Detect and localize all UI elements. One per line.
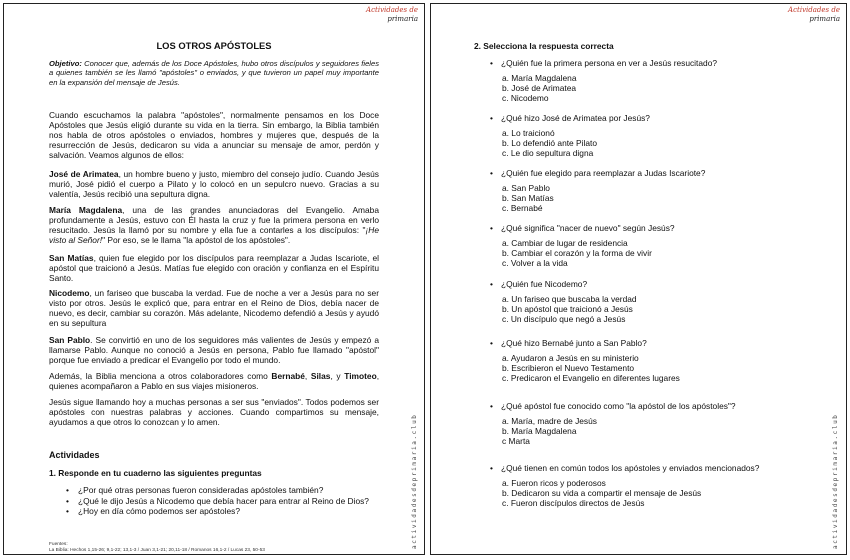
answer-options: [501, 416, 831, 446]
answer-options: [501, 478, 831, 508]
quiz-question: [501, 58, 831, 103]
sources-footer: [49, 542, 379, 554]
activity-1-list: [66, 485, 406, 517]
quiz-question: [501, 463, 831, 508]
name-nicodemo: Nicodemo: [49, 288, 90, 298]
answer-option[interactable]: b. Escribieron el Nuevo Testamento: [502, 363, 635, 373]
answer-options: [501, 183, 831, 213]
answer-option[interactable]: c. Volver a la vida: [502, 258, 568, 268]
answer-option[interactable]: b. Lo defendió ante Pilato: [502, 138, 597, 148]
paragraph-jose: José de Arimatea, un hombre bueno y justo, miembro del consejo judío. Cuando Jesús murió, José pidió el cuerpo a Pilato y lo colocó en un sepulcro nuevo. Gracias a su valentía, Jesús recibió una sepultura digna.: [49, 169, 379, 199]
question-text: • ¿Qué hizo José de Arimatea por Jesús?: [501, 113, 831, 123]
answer-option[interactable]: c. Nicodemo: [502, 93, 549, 103]
answer-options: [501, 238, 831, 268]
page-title: LOS OTROS APÓSTOLES: [156, 40, 272, 51]
paragraph-nicodemo: Nicodemo, un fariseo que buscaba la verdad. Fue de noche a ver a Jesús para no ser visto por otros. Jesús le explicó que, para entrar en el Reino de Dios, debía nacer de nuevo, es decir, cambiar su corazón. Más adelante, Nicodemo defendió a Jesús y ayudó en su sepultura: [49, 288, 379, 328]
answer-option[interactable]: a. Un fariseo que buscaba la verdad: [502, 294, 637, 304]
name-jose: José de Arimatea: [49, 169, 119, 179]
intro-paragraph: Cuando escuchamos la palabra "apóstoles", normalmente pensamos en los Doce Apóstoles que Jesús eligió durante su vida en la tierra. Sin embargo, la Biblia también nos habla de otros apóstoles o enviados, hombres y mujeres que, después de la resurrección de Jesús, dedicaron su vida a anunciar su mensaje de amor, perdón y salvación. Veamos algunos de ellos:: [49, 110, 379, 160]
site-watermark: actividadesdeprimaria.club: [411, 413, 418, 549]
quiz-question: [501, 168, 831, 213]
question-text: • ¿Quién fue Nicodemo?: [501, 279, 831, 289]
paragraph-maria: María Magdalena, una de las grandes anunciadoras del Evangelio. Amaba profundamente a Jesús, estuvo con Él hasta la cruz y fue la primera persona en verlo resucitado. Jesús la llamó por su nombre y ella fue a contarles a los discípulos: "¡He visto al Señor!" Por eso, se le llama "la apóstol de los apóstoles".: [49, 205, 379, 245]
quiz-question: [501, 401, 831, 446]
answer-option[interactable]: a. Ayudaron a Jesús en su ministerio: [502, 353, 639, 363]
activity-1-question: • ¿Hoy en día cómo podemos ser apóstoles?: [66, 506, 406, 517]
paragraph-collaborators: Además, la Biblia menciona a otros colaboradores como Bernabé, Silas, y Timoteo, quienes acompañaron a Pablo en sus viajes misioneros.: [49, 371, 380, 391]
answer-option[interactable]: b. Dedicaron su vida a compartir el mensaje de Jesús: [502, 488, 702, 498]
question-text: • ¿Quién fue la primera persona en ver a Jesús resucitado?: [501, 58, 831, 68]
sources-label: Fuentes:: [49, 542, 68, 547]
answer-option[interactable]: a. Cambiar de lugar de residencia: [502, 238, 628, 248]
answer-option[interactable]: b. San Matías: [502, 193, 554, 203]
name-maria: María Magdalena: [49, 205, 123, 215]
answer-option[interactable]: a. María, madre de Jesús: [502, 416, 597, 426]
question-text: • ¿Qué apóstol fue conocido como "la apóstol de los apóstoles"?: [501, 401, 831, 411]
answer-option[interactable]: b. Un apóstol que traicionó a Jesús: [502, 304, 633, 314]
answer-option[interactable]: a. Fueron ricos y poderosos: [502, 478, 606, 488]
quiz-question: [501, 338, 831, 383]
question-text: • ¿Qué significa "nacer de nuevo" según Jesús?: [501, 223, 831, 233]
answer-option[interactable]: c. Le dio sepultura digna: [502, 148, 594, 158]
answer-options: [501, 128, 831, 158]
activity-1-question: • ¿Por qué otras personas fueron consideradas apóstoles también?: [66, 485, 406, 496]
sources-text: La Biblia: Hechos 1,15-26; 9,1-22; 13,1-3 / Juan 3,1-21; 20,11-18 / Romanos 16,1-2 / Lucas 23, 50-53: [49, 548, 265, 553]
name-pablo: San Pablo: [49, 335, 91, 345]
site-watermark: actividadesdeprimaria.club: [832, 413, 839, 549]
question-text: • ¿Qué tienen en común todos los apóstoles y enviados mencionados?: [501, 463, 831, 473]
brand-logo: Actividades de primaria: [788, 6, 840, 23]
objective-label: Objetivo:: [49, 59, 82, 68]
activity-1-question: • ¿Qué le dijo Jesús a Nicodemo que debía hacer para entrar al Reino de Dios?: [66, 496, 406, 507]
answer-option[interactable]: c. Bernabé: [502, 203, 543, 213]
brand-logo: Actividades de primaria: [366, 6, 418, 23]
answer-option[interactable]: b. María Magdalena: [502, 426, 577, 436]
quiz-question: [501, 279, 831, 324]
answer-option[interactable]: c. Fueron discípulos directos de Jesús: [502, 498, 645, 508]
worksheet-page-1: [3, 3, 425, 555]
answer-option[interactable]: c. Predicaron el Evangelio en diferentes lugares: [502, 373, 680, 383]
question-text: • ¿Quién fue elegido para reemplazar a Judas Iscariote?: [501, 168, 831, 178]
answer-option[interactable]: c Marta: [502, 436, 530, 446]
name-matias: San Matías: [49, 253, 94, 263]
answer-option[interactable]: b. Cambiar el corazón y la forma de vivir: [502, 248, 652, 258]
answer-option[interactable]: b. José de Arimatea: [502, 83, 577, 93]
objective-text: Objetivo: Conocer que, además de los Doce Apóstoles, hubo otros discípulos y seguidores fieles a quienes también se les llamó "apóstoles" o enviados, y que tuvieron un papel muy importante en la expansión del mensaje de Jesús.: [49, 59, 379, 87]
answer-option[interactable]: c. Un discípulo que negó a Jesús: [502, 314, 626, 324]
worksheet-page-2: [430, 3, 847, 555]
activity-2-heading: 2. Selecciona la respuesta correcta: [474, 41, 614, 51]
paragraph-pablo: San Pablo. Se convirtió en uno de los seguidores más valientes de Jesús y empezó a llamarse Pablo. Aunque no conoció a Jesús en persona, Pablo fue llamado "apóstol" porque fue enviado a predicar el Evangelio por todo el mundo.: [49, 335, 379, 365]
paragraph-closing: Jesús sigue llamando hoy a muchas personas a ser sus "enviados". Todos podemos ser apóstoles con nuestras palabras y acciones. Cuando compartimos su mensaje, ayudamos a que otros lo conozcan y lo amen.: [49, 397, 379, 427]
answer-option[interactable]: a. San Pablo: [502, 183, 550, 193]
quiz-question: [501, 223, 831, 268]
activities-heading: Actividades: [49, 450, 100, 460]
answer-option[interactable]: a. Lo traicionó: [502, 128, 555, 138]
answer-options: [501, 294, 831, 324]
maria-quote: ¡He visto al Señor!: [49, 225, 379, 245]
activity-1-heading: 1. Responde en tu cuaderno las siguientes preguntas: [49, 468, 262, 478]
quiz-question: [501, 113, 831, 158]
answer-options: [501, 73, 831, 103]
paragraph-matias: San Matías, quien fue elegido por los discípulos para reemplazar a Judas Iscariote, el apóstol que traicionó a Jesús. Matías fue elegido con oración y confianza en el Espíritu Santo.: [49, 253, 379, 283]
answer-options: [501, 353, 831, 383]
answer-option[interactable]: a. María Magdalena: [502, 73, 577, 83]
question-text: • ¿Qué hizo Bernabé junto a San Pablo?: [501, 338, 831, 348]
